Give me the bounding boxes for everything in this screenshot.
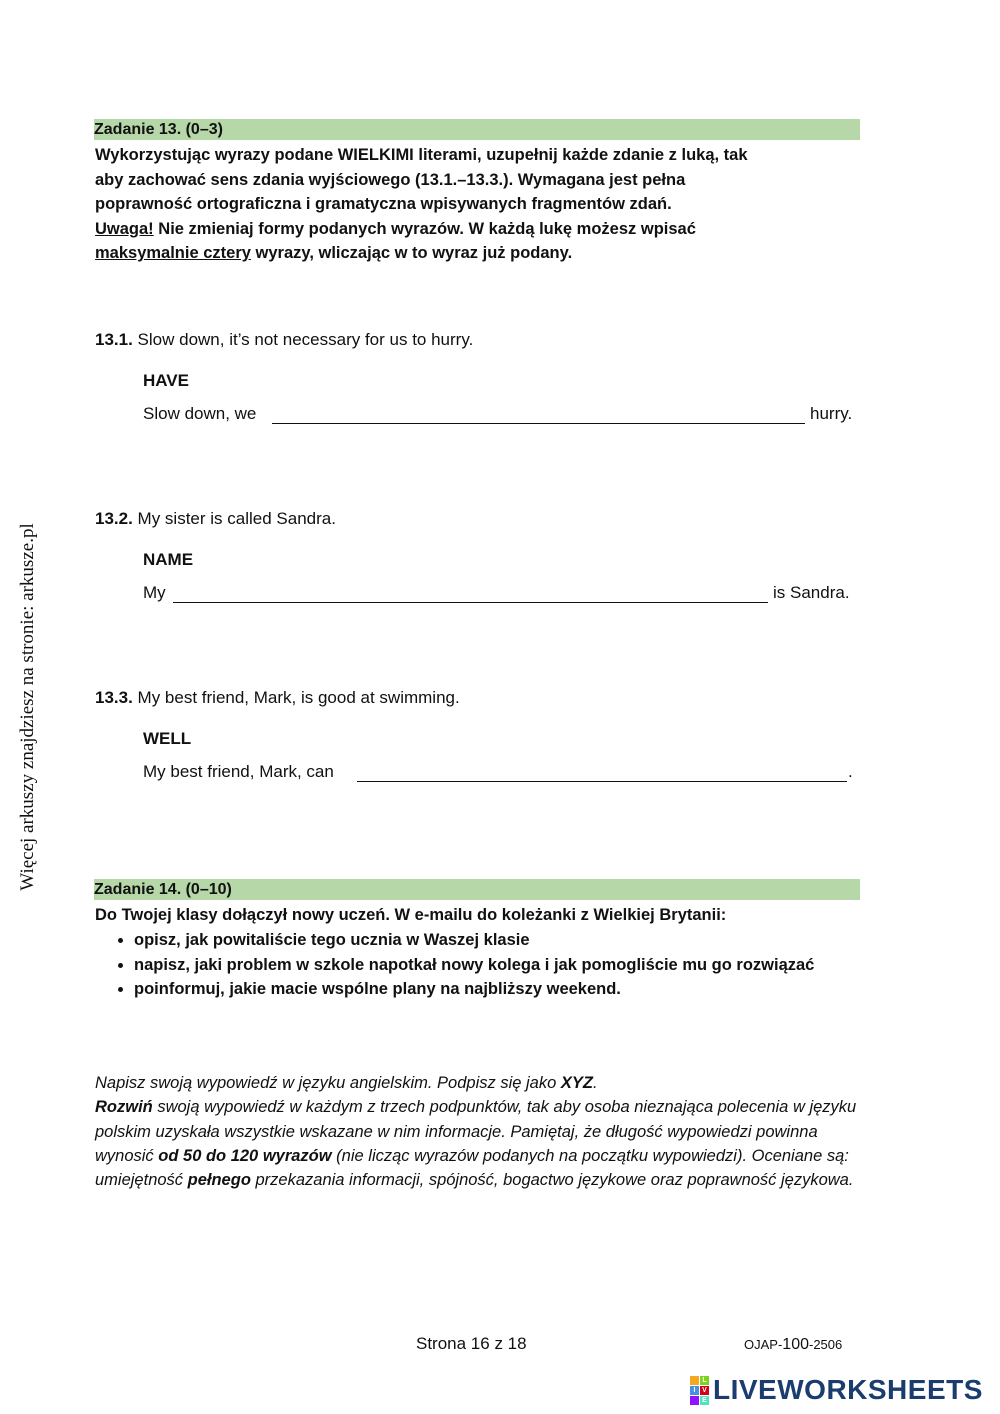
- list-item: • opisz, jak powitaliście tego ucznia w Waszej klasie: [134, 928, 834, 953]
- warning-text: Nie zmieniaj formy podanych wyrazów. W każdą lukę możesz wpisać: [153, 219, 696, 238]
- task14-bullet-list: [110, 928, 834, 1002]
- sidebar-text: Więcej arkuszy znajdziesz na stronie: arkusze.pl: [17, 523, 38, 891]
- logo-cell: E: [700, 1396, 709, 1405]
- limit-text: wyrazy, wliczając w to wyraz już podany.: [250, 244, 573, 262]
- page-number: Strona 16 z 18: [416, 1334, 527, 1353]
- item-13-1-sentence: 13.1. Slow down, it’s not necessary for us to hurry.: [95, 330, 474, 349]
- item-13-2-prefix: My: [143, 583, 166, 602]
- logo-text: LIVEWORKSHEETS: [713, 1374, 983, 1405]
- instruction-line: Wykorzystując wyrazy podane WIELKIMI literami, uzupełnij każde zdanie z luką, tak: [95, 146, 748, 164]
- task14-instructions: [95, 1071, 865, 1192]
- item-13-1-gap[interactable]: [272, 423, 805, 424]
- warning-label: Uwaga!: [95, 219, 154, 238]
- item-13-1-prefix: Slow down, we: [143, 404, 257, 423]
- item-13-2-keyword: NAME: [143, 550, 194, 569]
- logo-cell: I: [690, 1386, 699, 1395]
- logo-cell: V: [700, 1386, 709, 1395]
- item-13-2-sentence: 13.2. My sister is called Sandra.: [95, 509, 336, 528]
- limit-underlined: maksymalnie cztery: [95, 244, 251, 262]
- instruction-warning: [95, 217, 865, 242]
- instruction-line: aby zachować sens zdania wyjściowego (13.1.–13.3.). Wymagana jest pełna: [95, 170, 686, 189]
- instr-line-1: Napisz swoją wypowiedź w języku angielskim. Podpisz się jako XYZ.: [95, 1074, 598, 1092]
- item-13-3-keyword: WELL: [143, 729, 192, 748]
- logo-icon: [690, 1376, 709, 1405]
- instruction-limit: [95, 241, 865, 266]
- instr-paragraph: Rozwiń swoją wypowiedź w każdym z trzech podpunktów, tak aby osoba nieznająca polecenia w języku polskim uzyskała wszystkie wskazane w nim informacje. Pamiętaj, że długość wypowiedzi powinna wynosić od 50 do 120 wyrazów (nie licząc wyrazów podanych na początku wypowiedzi). Oceniane są: umiejętność pełnego przekazania informacji, spójność, bogactwo językowe oraz poprawność językowa.: [95, 1098, 857, 1190]
- item-13-3-prefix: My best friend, Mark, can: [143, 762, 334, 781]
- logo-cell: L: [700, 1376, 709, 1385]
- list-item: • napisz, jaki problem w szkole napotkał nowy kolega i jak pomogliście mu go rozwiązać: [134, 953, 834, 978]
- item-13-2-gap[interactable]: [173, 602, 768, 603]
- task14-header: Zadanie 14. (0–10): [94, 879, 860, 900]
- liveworksheets-logo[interactable]: [690, 1374, 983, 1406]
- task13-instruction: [95, 143, 865, 266]
- list-item: • poinformuj, jakie macie wspólne plany na najbliższy weekend.: [134, 977, 834, 1002]
- item-13-1-keyword: HAVE: [143, 371, 189, 390]
- logo-cell: [690, 1376, 699, 1385]
- item-13-3-suffix: .: [848, 762, 853, 781]
- item-13-1-suffix: hurry.: [810, 404, 853, 423]
- task13-header: Zadanie 13. (0–3): [94, 119, 860, 140]
- item-13-3-gap[interactable]: [357, 781, 847, 782]
- logo-cell: [690, 1396, 699, 1405]
- item-13-2-suffix: is Sandra.: [773, 583, 850, 602]
- item-13-3-sentence: 13.3. My best friend, Mark, is good at swimming.: [95, 688, 460, 707]
- exam-code: OJAP-100-2506: [744, 1336, 843, 1353]
- instruction-line: poprawność ortograficzna i gramatyczna wpisywanych fragmentów zdań.: [95, 195, 672, 213]
- task14-intro: Do Twojej klasy dołączył nowy uczeń. W e-mailu do koleżanki z Wielkiej Brytanii:: [95, 906, 727, 924]
